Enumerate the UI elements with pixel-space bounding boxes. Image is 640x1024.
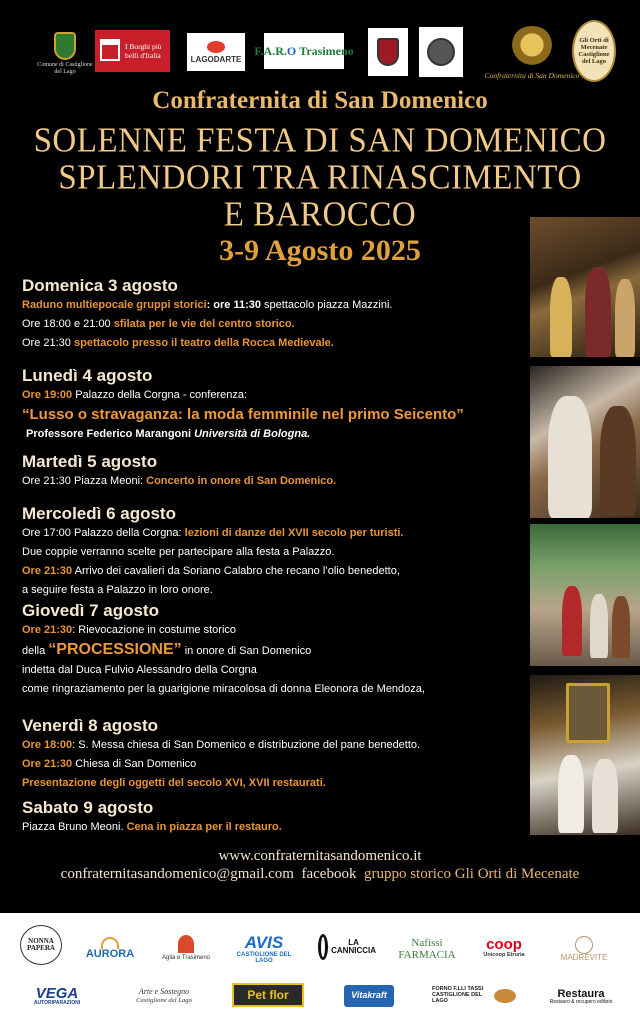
figure-shape <box>550 277 572 357</box>
procession-row <box>22 640 527 661</box>
day-saturday <box>22 798 527 837</box>
photo-musicians <box>530 366 640 518</box>
sponsor-canniccia <box>318 929 376 965</box>
highlight-text: lezioni di danze del XVII secolo per turisti. <box>184 527 404 539</box>
sponsor-label: MADREVITE <box>560 952 608 962</box>
title-line-2: SPLENDORI TRA RINASCIMENTO <box>58 158 582 198</box>
day-title: Mercoledì 6 agosto <box>22 504 176 523</box>
schedule-row <box>22 755 527 774</box>
schedule-row <box>22 334 527 353</box>
orti-label: Gli Orti di Mecenate Castiglione del Lago <box>578 37 610 65</box>
figure-shape <box>558 755 584 833</box>
day-title: Lunedì 4 agosto <box>22 366 153 385</box>
sponsor-sublabel: Castiglione del Lago <box>136 996 192 1004</box>
sponsor-strip <box>0 913 640 1024</box>
faro-label-c: Trasimeno <box>299 43 354 58</box>
sponsor-forno-tassi <box>432 981 516 1011</box>
plain-text: Ore 17:00 Palazzo della Corgna: <box>22 527 185 539</box>
procession-suffix: in onore di San Domenico <box>181 645 312 657</box>
procession-label: “PROCESSIONE” <box>48 641 182 658</box>
plain-text: Chiesa di San Domenico <box>72 758 197 770</box>
borghi-logo <box>95 30 170 72</box>
comune-crest-icon <box>54 32 76 60</box>
highlight-text: spettacolo presso il teatro della Rocca Medievale. <box>73 337 334 349</box>
madrevite-mark-icon <box>575 936 593 954</box>
contacts-line <box>0 866 640 883</box>
highlight-text: Ore 19:00 <box>22 389 73 401</box>
sponsor-label: FORNO F.LLI TASSI CASTIGLIONE DEL LAGO <box>432 986 484 1004</box>
painting-shape <box>566 683 610 743</box>
figure-shape <box>612 596 630 658</box>
sponsor-label: Pet flor <box>247 987 289 1002</box>
sponsor-restaura <box>548 985 614 1009</box>
day-monday <box>22 366 527 444</box>
photo-procession-flag <box>530 524 640 666</box>
organization-name: Confraternita di San Domenico <box>152 87 488 114</box>
website[interactable]: www.confraternitasandomenico.it <box>218 848 422 864</box>
plain-text: Ore 21:30 Piazza Meoni: <box>22 475 147 487</box>
plain-text: Palazzo della Corgna - conferenza: <box>72 389 248 401</box>
sponsor-label: AVIS <box>244 932 284 952</box>
bread-icon <box>494 989 516 1003</box>
sponsor-coop <box>480 929 528 967</box>
highlight-text: Concerto in onore di San Domenico. <box>146 475 337 487</box>
figure-shape <box>615 279 635 357</box>
plain-text: Ore 21:30 <box>22 337 74 349</box>
highlight-text: Raduno multiepocale gruppi storici <box>22 299 207 311</box>
canniccia-ring-icon <box>318 934 328 960</box>
highlight-text: sfilata per le vie del centro storico. <box>113 318 295 330</box>
day-title: Martedì 5 agosto <box>22 452 158 471</box>
facebook-group[interactable]: gruppo storico Gli Orti di Mecenate <box>363 866 580 882</box>
confraternita-logo <box>484 20 580 86</box>
shield-icon <box>377 38 399 66</box>
highlight-text: Ore 21:30 <box>22 565 73 577</box>
sponsor-label: Vitakraft <box>351 990 387 1001</box>
rinascimento-barocco-logo <box>419 27 463 77</box>
speaker-affiliation: Università di Bologna. <box>194 428 311 440</box>
sponsor-label: NONNA PAPERA <box>27 936 55 952</box>
sponsor-nonna-papera <box>20 925 62 965</box>
title-line-3: E BAROCCO <box>223 195 417 235</box>
procession-prefix: della <box>22 645 49 657</box>
emblem-icon <box>427 38 455 66</box>
day-friday <box>22 716 527 793</box>
schedule-row <box>22 818 527 837</box>
sponsor-sublabel: Unicoop Etruria <box>483 951 525 958</box>
sponsor-label: Restaura <box>557 987 605 1000</box>
highlight-text: Ore 21:30 <box>22 758 73 770</box>
schedule-row <box>22 562 527 581</box>
sponsor-label: coop <box>486 936 522 954</box>
sponsor-petflor <box>232 983 304 1007</box>
highlight-text: Presentazione degli oggetti del secolo XVI, XVII restaurati. <box>22 777 326 789</box>
schedule-row <box>22 581 527 600</box>
orti-mecenate-logo <box>572 20 616 82</box>
plain-text: : ore 11:30 <box>206 299 261 311</box>
faro-label-a: F.A.R. <box>254 43 287 58</box>
lagodarte-label: LAGODARTE <box>190 54 242 64</box>
photo-historical-parade <box>530 217 640 357</box>
day-wednesday <box>22 504 527 600</box>
comune-label: Comune di Castiglione del Lago <box>37 62 93 75</box>
speaker-row <box>26 425 527 444</box>
plain-text: Ore 18:00 e 21:00 <box>22 318 114 330</box>
email-address[interactable]: confraternitasandomenico@gmail.com <box>60 866 294 882</box>
sponsor-label: Aglia e Trasimeno <box>161 954 211 961</box>
sponsor-avis <box>234 931 294 967</box>
sponsor-label: Arte e Sostegno <box>138 987 190 997</box>
borghi-label: I Borghi più belli d'Italia <box>125 42 162 60</box>
plain-text: a seguire festa a Palazzo in loro onore. <box>22 584 213 596</box>
figure-shape <box>590 594 608 658</box>
highlight-text: Cena in piazza per il restauro. <box>126 821 282 833</box>
figure-shape <box>592 759 618 833</box>
day-title: Sabato 9 agosto <box>22 798 154 817</box>
confraternita-emblem-icon <box>509 26 555 68</box>
plain-text: Piazza Bruno Meoni. <box>22 821 127 833</box>
plain-text: Arrivo dei cavalieri da Soriano Calabro che recano l’olio benedetto, <box>72 565 400 577</box>
lagodarte-mark-icon <box>207 41 225 53</box>
sponsor-aglia <box>160 927 212 969</box>
comune-logo <box>34 28 96 80</box>
figure-shape <box>600 406 636 516</box>
day-title: Domenica 3 agosto <box>22 276 178 295</box>
lagodarte-logo <box>187 33 245 71</box>
top-logo-strip <box>0 0 640 90</box>
schedule-row <box>22 296 527 315</box>
heraldic-logo <box>368 28 408 76</box>
event-dates: 3-9 Agosto 2025 <box>219 234 421 267</box>
sponsor-vega <box>24 983 90 1009</box>
day-title: Giovedì 7 agosto <box>22 601 159 620</box>
sponsor-vitakraft <box>344 985 394 1007</box>
highlight-text: Ore 21:30 <box>22 624 73 636</box>
aglia-figure-icon <box>178 935 194 953</box>
faro-logo <box>254 33 354 69</box>
plain-text: : Rievocazione in costume storico <box>72 624 237 636</box>
schedule-row <box>22 621 527 640</box>
plain-text: : S. Messa chiesa di San Domenico e distribuzione del pane benedetto. <box>72 739 421 751</box>
sponsor-label: AURORA <box>85 948 135 961</box>
sponsor-sublabel: AUTORIPARAZIONI <box>33 1000 81 1007</box>
schedule-row: indetta dal Duca Fulvio Alessandro della Corgna <box>22 664 257 676</box>
sponsor-arte-sostegno <box>118 983 210 1009</box>
title-line-1: SOLENNE FESTA DI SAN DOMENICO <box>33 121 607 160</box>
schedule-row <box>22 543 527 562</box>
day-title: Venerdì 8 agosto <box>22 716 159 735</box>
figure-shape <box>585 267 611 357</box>
schedule-row <box>22 774 527 793</box>
day-sunday <box>22 276 527 353</box>
sponsor-label: VEGA <box>35 984 79 1002</box>
sponsor-nafissi <box>398 931 456 969</box>
sponsor-sublabel: Restauro & recupero edilizio <box>549 999 613 1006</box>
day-tuesday <box>22 452 527 491</box>
schedule-row <box>22 736 527 755</box>
plain-text: spettacolo piazza Mazzini. <box>261 299 393 311</box>
sponsor-madrevite <box>548 933 620 965</box>
photo-procession-statue <box>530 675 640 835</box>
figure-shape <box>562 586 582 656</box>
sponsor-label: Nafissi FARMACIA <box>398 937 456 961</box>
confraternita-logo-label: Confraternita di San Domenico <box>484 71 580 80</box>
sponsor-sublabel: CASTIGLIONE DEL LAGO <box>236 951 292 964</box>
sponsor-aurora <box>82 931 138 967</box>
schedule-row <box>22 472 527 491</box>
schedule-row <box>22 315 527 334</box>
conference-title: “Lusso o stravaganza: la moda femminile nel primo Seicento” <box>22 406 464 423</box>
figure-shape <box>548 396 592 518</box>
schedule-row: come ringraziamento per la guarigione miracolosa di donna Eleonora de Mendoza, <box>22 683 425 695</box>
highlight-text: Ore 18:00 <box>22 739 73 751</box>
speaker-name: Professore Federico Marangoni <box>26 428 192 440</box>
schedule-row <box>22 386 527 405</box>
sponsor-label: LA CANNICCIA <box>331 937 376 955</box>
day-thursday <box>22 601 527 699</box>
facebook-label: facebook <box>301 866 357 882</box>
faro-label-b: O <box>286 43 297 58</box>
plain-text: Due coppie verranno scelte per partecipare alla festa a Palazzo. <box>22 546 335 558</box>
borghi-castle-icon <box>100 39 120 61</box>
schedule-row <box>22 524 527 543</box>
